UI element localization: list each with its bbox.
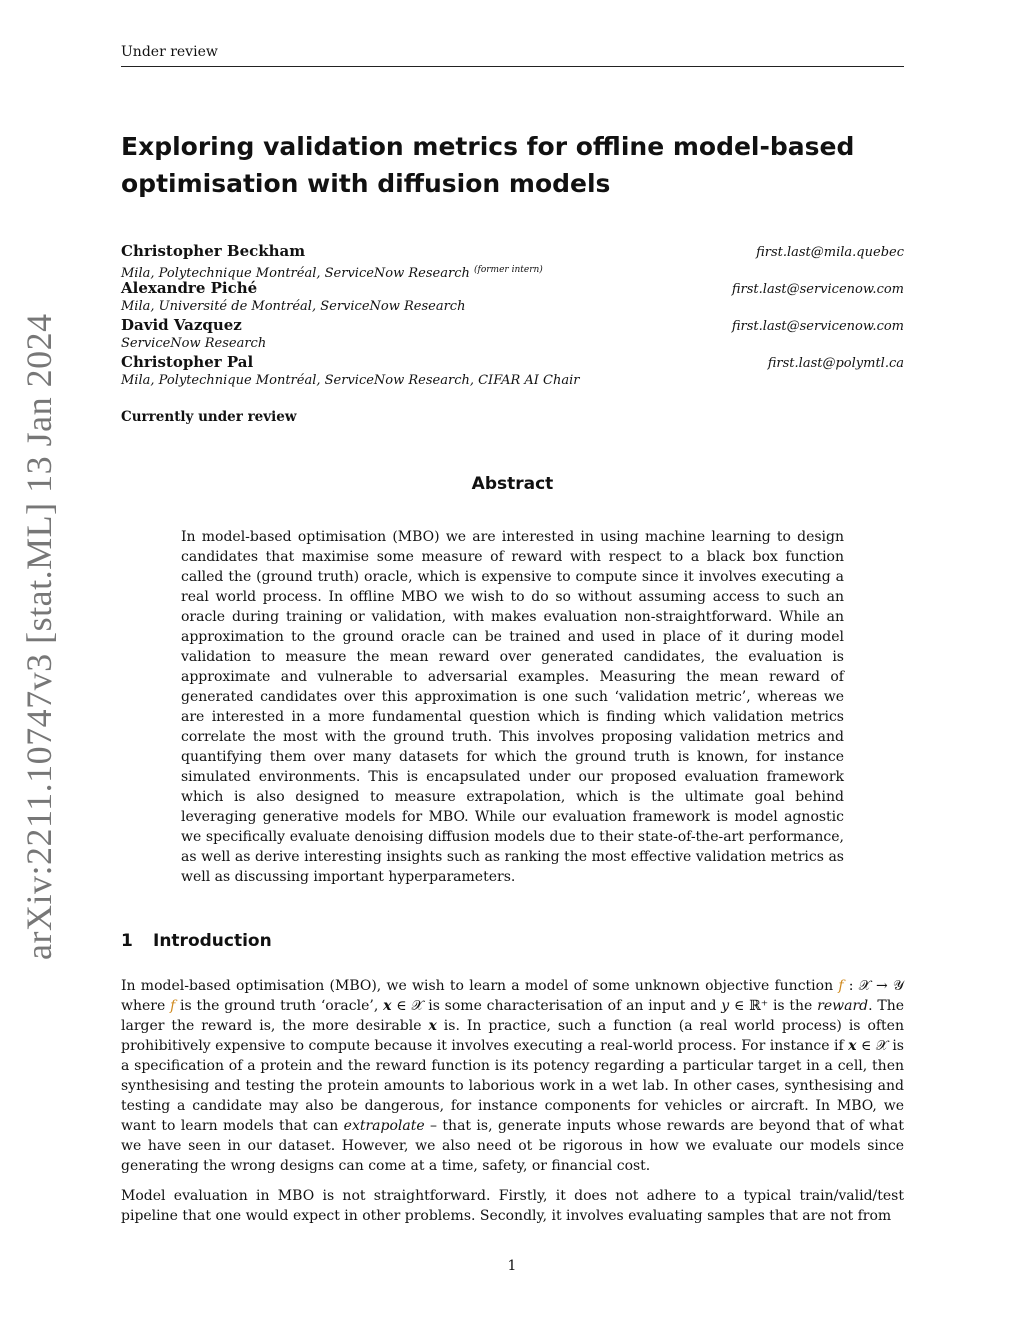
author-affiliation: Mila, Université de Montréal, ServiceNow Research bbox=[121, 299, 466, 314]
page-number: 1 bbox=[507, 1258, 517, 1274]
math-x: x bbox=[848, 1038, 857, 1054]
intro-paragraph-1 bbox=[121, 976, 904, 1176]
text-run: . The larger the reward is, the more desirable bbox=[121, 998, 904, 1034]
abstract-heading: Abstract bbox=[471, 474, 554, 494]
author-name: Alexandre Piché bbox=[121, 279, 258, 297]
author-affiliation: Mila, Polytechnique Montréal, ServiceNow Research, CIFAR AI Chair bbox=[121, 373, 580, 388]
text-run: ∈ 𝒳 is a specification of a protein and the reward function is its potency regarding a particular target in a cell, then synthesising and testing the protein amounts to laborious work in a wet lab. In other cases, synthesising and testing a candidate may also be dangerous, for instance components for vehicles or aircraft. In MBO, we want to learn models that can bbox=[121, 1038, 904, 1134]
section-number: 1 bbox=[121, 931, 133, 951]
author-affiliation: ServiceNow Research bbox=[121, 336, 267, 351]
math-f: f bbox=[838, 978, 844, 994]
author-row bbox=[121, 353, 904, 372]
abstract-text: In model-based optimisation (MBO) we are interested in using machine learning to design candidates that maximise some measure of reward with respect to a black box function called the (ground truth) oracle, which is expensive to compute since it involves executing a real world process. In offline MBO we wish to do so without assuming access to such an oracle during training or validation, with makes evaluation non-straightforward. While an approximation to the ground oracle can be trained and used in place of it during model validation to measure the mean reward over generated candidates, the evaluation is approximate and vulnerable to adversarial examples. Measuring the mean reward of generated candidates over this approximation is one such ‘validation metric’, whereas we are interested in a more fundamental question which is finding which validation metrics correlate the most with the ground truth. This involves proposing validation metrics and quantifying them over many datasets for which the ground truth is known, for instance simulated environments. This is encapsulated under our proposed evaluation framework which is also designed to measure extrapolation, which is the ultimate goal behind leveraging generative models for MBO. While our evaluation framework is model agnostic we specifically evaluate denoising diffusion models due to their state-of-the-art performance, as well as derive interesting insights such as ranking the most effective validation metrics as well as discussing important hyperparameters. bbox=[181, 529, 844, 885]
author-email[interactable]: first.last@servicenow.com bbox=[731, 282, 904, 297]
intro-paragraph-2: Model evaluation in MBO is not straightforward. Firstly, it does not adhere to a typical train/valid/test pipeline that one would expect in other problems. Secondly, it involves evaluating samples that are not from bbox=[121, 1188, 904, 1224]
review-status: Currently under review bbox=[121, 409, 297, 425]
text-run: – that is, generate inputs whose rewards are beyond that of what we have seen in our dataset. However, we also need ot be rigorous in how we evaluate our models since generating the wrong designs can come at a time, safety, or financial cost. bbox=[121, 1118, 905, 1174]
text-run: ∈ 𝒳 is some characterisation of an input and bbox=[391, 998, 722, 1014]
author-row bbox=[121, 242, 904, 261]
math-f: f bbox=[170, 998, 176, 1014]
author-email[interactable]: first.last@servicenow.com bbox=[731, 319, 904, 334]
section-title: Introduction bbox=[153, 931, 272, 951]
author-affiliation bbox=[121, 261, 904, 279]
text-run: In model-based optimisation (MBO), we wish to learn a model of some unknown objective function bbox=[121, 978, 839, 994]
author-name: Christopher Beckham bbox=[121, 242, 306, 260]
author-name: David Vazquez bbox=[121, 316, 242, 334]
author-row bbox=[121, 316, 904, 335]
author-row bbox=[121, 279, 904, 298]
emphasis-reward: reward bbox=[817, 998, 869, 1014]
math-x: x bbox=[428, 1018, 437, 1034]
author-email[interactable]: first.last@mila.quebec bbox=[756, 245, 904, 260]
math-x: x bbox=[383, 998, 392, 1014]
paper-title: Exploring validation metrics for offline model-based optimisation with diffusion models bbox=[121, 132, 855, 198]
text-run: : 𝒳 → 𝒴 where bbox=[121, 978, 904, 1014]
math-y: y bbox=[721, 998, 730, 1014]
running-head: Under review bbox=[121, 44, 904, 67]
text-run: is. In practice, such a function (a real world process) is often prohibitively expensive to compute because it involves executing a real-world process. For instance if bbox=[121, 1018, 904, 1054]
emphasis-extrapolate: extrapolate bbox=[343, 1118, 425, 1134]
author-name: Christopher Pal bbox=[121, 353, 254, 371]
author-email[interactable]: first.last@polymtl.ca bbox=[767, 356, 904, 371]
text-run: ∈ ℝ⁺ is the bbox=[729, 998, 818, 1014]
section-heading-introduction bbox=[121, 931, 272, 951]
author-block bbox=[121, 242, 904, 390]
text-run: is the ground truth ‘oracle’, bbox=[175, 998, 384, 1014]
author-note: (former intern) bbox=[473, 265, 543, 275]
arxiv-side-stamp: arXiv:2211.10747v3 [stat.ML] 13 Jan 2024 bbox=[19, 313, 59, 960]
author-affiliation-text: Mila, Polytechnique Montréal, ServiceNow Research bbox=[121, 266, 470, 281]
